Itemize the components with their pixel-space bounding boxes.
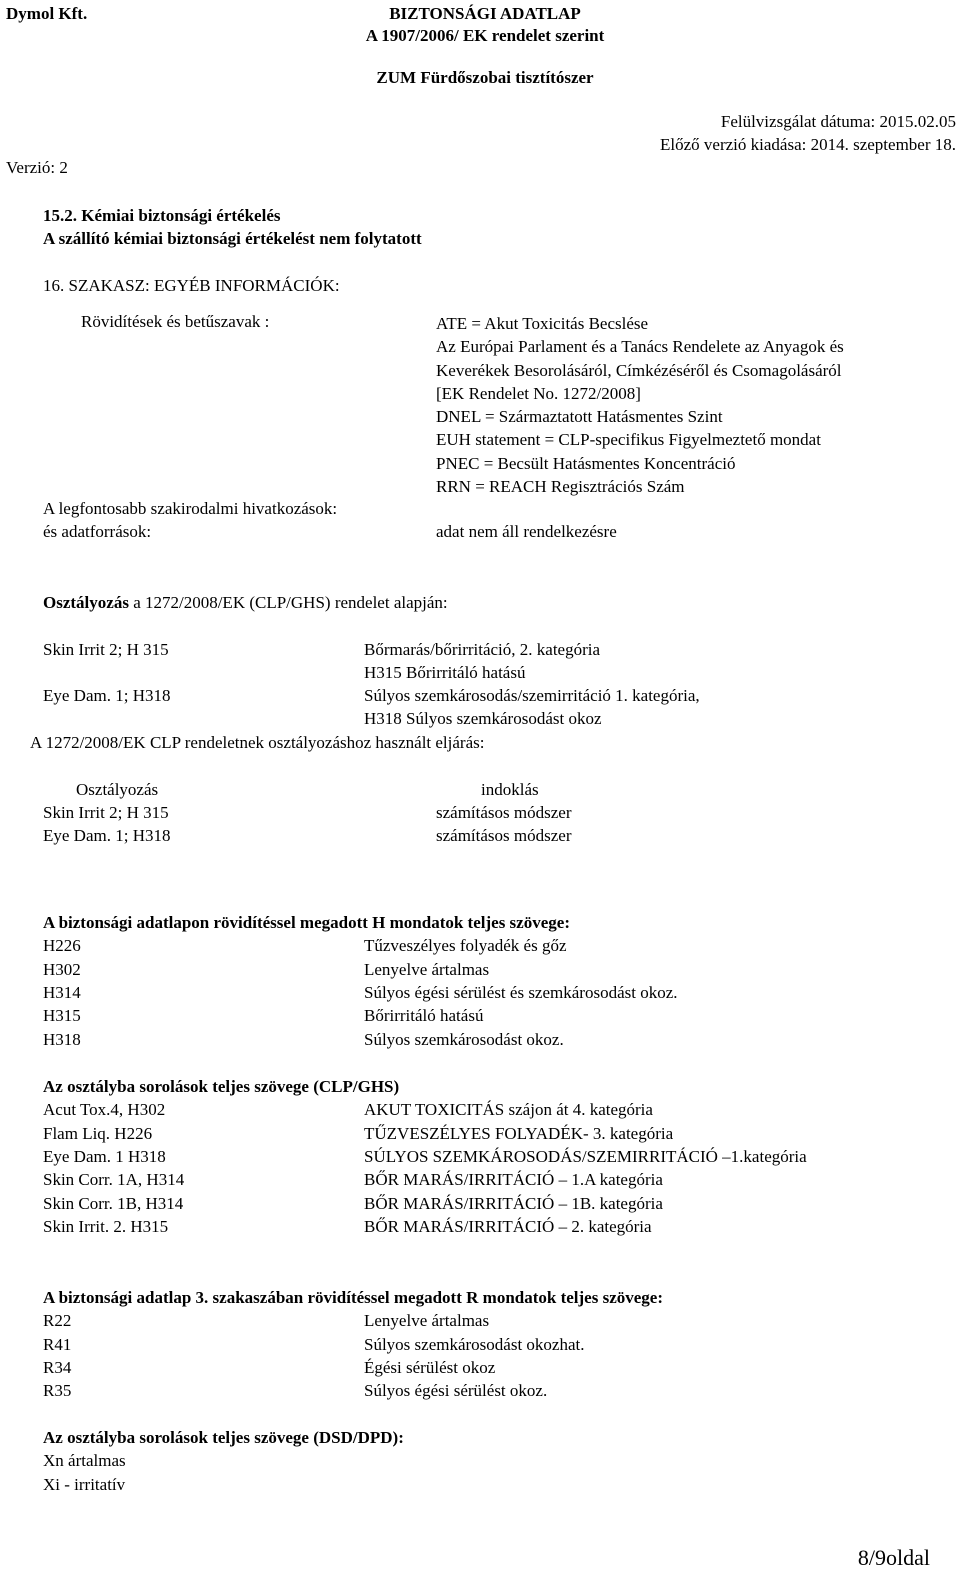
revision-date: Felülvizsgálat dátuma: 2015.02.05 [720,112,956,131]
clp-text: BŐR MARÁS/IRRITÁCIÓ – 1B. kategória [364,1194,663,1213]
version-number: Verzió: 2 [6,158,68,177]
dsd-class-item: Xi - irritatív [43,1475,126,1494]
abbreviation-line: RRN = REACH Regisztrációs Szám [436,477,685,497]
references-label-2: és adatforrások: [43,522,152,541]
clp-text: BŐR MARÁS/IRRITÁCIÓ – 2. kategória [364,1217,652,1236]
abbreviation-line: PNEC = Becsült Hatásmentes Koncentráció [436,453,736,473]
clp-classes-title: Az osztályba sorolások teljes szövege (CLP/GHS) [43,1077,400,1096]
references-label: A legfontosabb szakirodalmi hivatkozások: [43,499,338,518]
procedure-row-method: számításos módszer [436,826,572,845]
h-text: Tűzveszélyes folyadék és gőz [364,936,567,955]
clp-code: Flam Liq. H226 [43,1124,153,1143]
abbreviations-list [436,312,844,498]
abbreviation-line: ATE = Akut Toxicitás Becslése [436,314,649,333]
page-number: 8/9oldal [857,1545,930,1570]
classification-title-bold: Osztályozás [43,593,129,612]
abbreviation-line: [EK Rendelet No. 1272/2008] [436,383,641,403]
clp-code: Eye Dam. 1 H318 [43,1147,166,1166]
section-16-title: 16. SZAKASZ: EGYÉB INFORMÁCIÓK: [43,276,340,295]
r-text: Égési sérülést okoz [364,1358,496,1377]
abbreviation-line: Keverékek Besorolásáról, Címkézéséről és Csomagolásáról [436,360,842,380]
previous-version: Előző verzió kiadása: 2014. szeptember 18. [660,135,956,154]
r-code: R22 [43,1311,72,1330]
procedure-row-code: Eye Dam. 1; H318 [43,826,171,845]
procedure-header-justification: indoklás [481,780,539,799]
dsd-class-item: Xn ártalmas [43,1451,126,1470]
h-text: Lenyelve ártalmas [364,960,490,979]
clp-code: Skin Corr. 1A, H314 [43,1170,185,1189]
abbreviation-line: DNEL = Származtatott Hatásmentes Szint [436,407,723,427]
h-code: H302 [43,960,81,979]
clp-text: SÚLYOS SZEMKÁROSODÁS/SZEMIRRITÁCIÓ –1.kategória [364,1147,807,1166]
h-code: H315 [43,1006,81,1025]
r-code: R35 [43,1381,72,1400]
clp-text: TŰZVESZÉLYES FOLYADÉK- 3. kategória [364,1124,674,1143]
h-code: H314 [43,983,81,1002]
classification-desc: Súlyos szemkárosodás/szemirritáció 1. kategória, [364,686,700,705]
section-15-2-title: 15.2. Kémiai biztonsági értékelés [43,206,281,225]
classification-desc: Bőrmarás/bőrirritáció, 2. kategória [364,640,601,659]
procedure-row-method: számításos módszer [436,803,572,822]
abbreviation-line: EUH statement = CLP-specifikus Figyelmeztető mondat [436,430,821,450]
abbreviations-label: Rövidítések és betűszavak : [81,312,270,331]
r-code: R34 [43,1358,72,1377]
classification-desc-2: H318 Súlyos szemkárosodást okoz [364,709,602,728]
r-text: Súlyos szemkárosodást okozhat. [364,1335,585,1354]
h-statements-title: A biztonsági adatlapon rövidítéssel megadott H mondatok teljes szövege: [43,913,570,932]
references-value: adat nem áll rendelkezésre [436,522,617,541]
document-title: BIZTONSÁGI ADATLAP [389,4,581,23]
classification-code: Eye Dam. 1; H318 [43,686,171,705]
h-text: Súlyos égési sérülést és szemkárosodást okoz. [364,983,678,1002]
company-name: Dymol Kft. [6,4,88,23]
classification-code: Skin Irrit 2; H 315 [43,640,169,659]
clp-code: Skin Irrit. 2. H315 [43,1217,169,1236]
procedure-header-classification: Osztályozás [76,780,159,799]
section-15-2-text: A szállító kémiai biztonsági értékelést nem folytatott [43,229,422,248]
h-code: H318 [43,1030,81,1049]
regulation-line: A 1907/2006/ EK rendelet szerint [365,26,605,45]
r-code: R41 [43,1335,72,1354]
classification-desc-2: H315 Bőrirritáló hatású [364,663,526,682]
clp-text: BŐR MARÁS/IRRITÁCIÓ – 1.A kategória [364,1170,663,1189]
clp-text: AKUT TOXICITÁS szájon át 4. kategória [364,1100,653,1119]
r-text: Lenyelve ártalmas [364,1311,490,1330]
clp-code: Skin Corr. 1B, H314 [43,1194,184,1213]
h-text: Súlyos szemkárosodást okoz. [364,1030,564,1049]
r-text: Súlyos égési sérülést okoz. [364,1381,548,1400]
h-text: Bőrirritáló hatású [364,1006,484,1025]
classification-procedure: A 1272/2008/EK CLP rendeletnek osztályozáshoz használt eljárás: [30,733,485,752]
r-statements-title: A biztonsági adatlap 3. szakaszában rövidítéssel megadott R mondatok teljes szövege: [43,1288,664,1307]
classification-title-rest: a 1272/2008/EK (CLP/GHS) rendelet alapján: [128,593,448,612]
procedure-row-code: Skin Irrit 2; H 315 [43,803,169,822]
product-name: ZUM Fürdőszobai tisztítószer [376,68,594,87]
h-code: H226 [43,936,81,955]
classification-title [43,593,448,613]
clp-code: Acut Tox.4, H302 [43,1100,166,1119]
abbreviation-line: Az Európai Parlament és a Tanács Rendelete az Anyagok és [436,337,844,357]
dsd-classes-title: Az osztályba sorolások teljes szövege (DSD/DPD): [43,1428,404,1447]
